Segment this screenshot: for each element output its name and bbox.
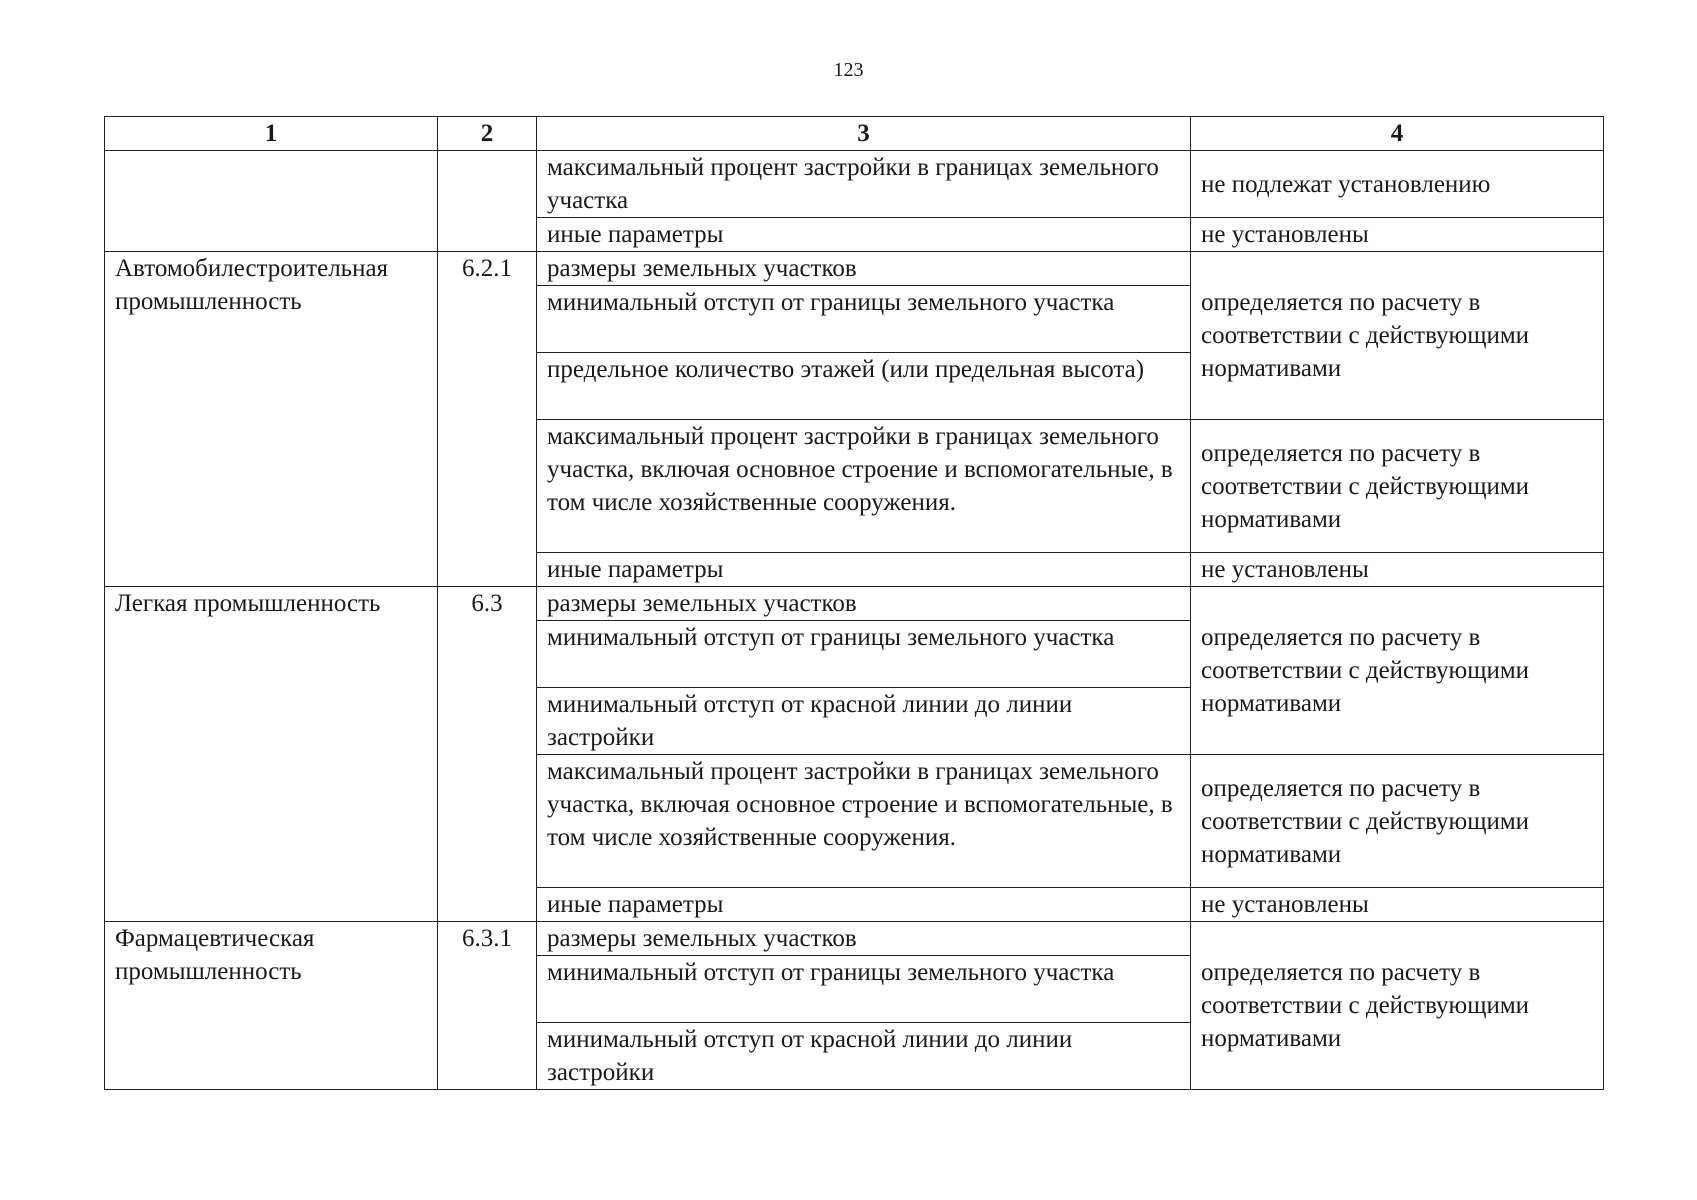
value-cell: определяется по расчету в соответствии с действующими нормативами bbox=[1191, 252, 1604, 420]
column-header: 4 bbox=[1191, 117, 1604, 151]
parameter-cell: максимальный процент застройки в границах земельного участка bbox=[537, 151, 1191, 218]
value-cell: не подлежат установлению bbox=[1191, 151, 1604, 218]
column-header: 3 bbox=[537, 117, 1191, 151]
parameter-cell: размеры земельных участков bbox=[537, 587, 1191, 621]
value-cell: не установлены bbox=[1191, 553, 1604, 587]
use-type-name: Фармацевтическая промышленность bbox=[105, 922, 438, 1090]
table-row bbox=[105, 151, 1604, 218]
parameter-cell: размеры земельных участков bbox=[537, 922, 1191, 956]
column-header: 1 bbox=[105, 117, 438, 151]
use-type-name: Автомобилестроительная промышленность bbox=[105, 252, 438, 587]
value-cell: определяется по расчету в соответствии с действующими нормативами bbox=[1191, 922, 1604, 1090]
value-cell: определяется по расчету в соответствии с действующими нормативами bbox=[1191, 420, 1604, 553]
table-row bbox=[105, 252, 1604, 286]
parameter-cell: минимальный отступ от границы земельного участка bbox=[537, 621, 1191, 688]
value-cell: определяется по расчету в соответствии с действующими нормативами bbox=[1191, 755, 1604, 888]
use-type-code: 6.2.1 bbox=[438, 252, 537, 587]
parameter-cell: максимальный процент застройки в границах земельного участка, включая основное строение и вспомогательные, в том числе хозяйственные сооружения. bbox=[537, 420, 1191, 553]
parameter-cell: минимальный отступ от красной линии до линии застройки bbox=[537, 1023, 1191, 1090]
page-number: 123 bbox=[833, 59, 864, 81]
empty-code-cell bbox=[438, 151, 537, 252]
use-type-code: 6.3.1 bbox=[438, 922, 537, 1090]
parameter-cell: иные параметры bbox=[537, 218, 1191, 252]
use-type-code: 6.3 bbox=[438, 587, 537, 922]
use-type-name: Легкая промышленность bbox=[105, 587, 438, 922]
column-header: 2 bbox=[438, 117, 537, 151]
table-header-row bbox=[105, 117, 1604, 151]
table-row bbox=[105, 587, 1604, 621]
parameter-cell: иные параметры bbox=[537, 553, 1191, 587]
value-cell: определяется по расчету в соответствии с действующими нормативами bbox=[1191, 587, 1604, 755]
table-row bbox=[105, 922, 1604, 956]
parameter-cell: минимальный отступ от границы земельного участка bbox=[537, 286, 1191, 353]
parameter-cell: предельное количество этажей (или предельная высота) bbox=[537, 353, 1191, 420]
parameter-cell: иные параметры bbox=[537, 888, 1191, 922]
value-cell: не установлены bbox=[1191, 218, 1604, 252]
empty-name-cell bbox=[105, 151, 438, 252]
value-cell: не установлены bbox=[1191, 888, 1604, 922]
parameter-cell: минимальный отступ от красной линии до линии застройки bbox=[537, 688, 1191, 755]
parameter-cell: максимальный процент застройки в границах земельного участка, включая основное строение и вспомогательные, в том числе хозяйственные сооружения. bbox=[537, 755, 1191, 888]
parameter-cell: размеры земельных участков bbox=[537, 252, 1191, 286]
parameter-cell: минимальный отступ от границы земельного участка bbox=[537, 956, 1191, 1023]
zoning-parameters-table bbox=[104, 116, 1604, 1090]
